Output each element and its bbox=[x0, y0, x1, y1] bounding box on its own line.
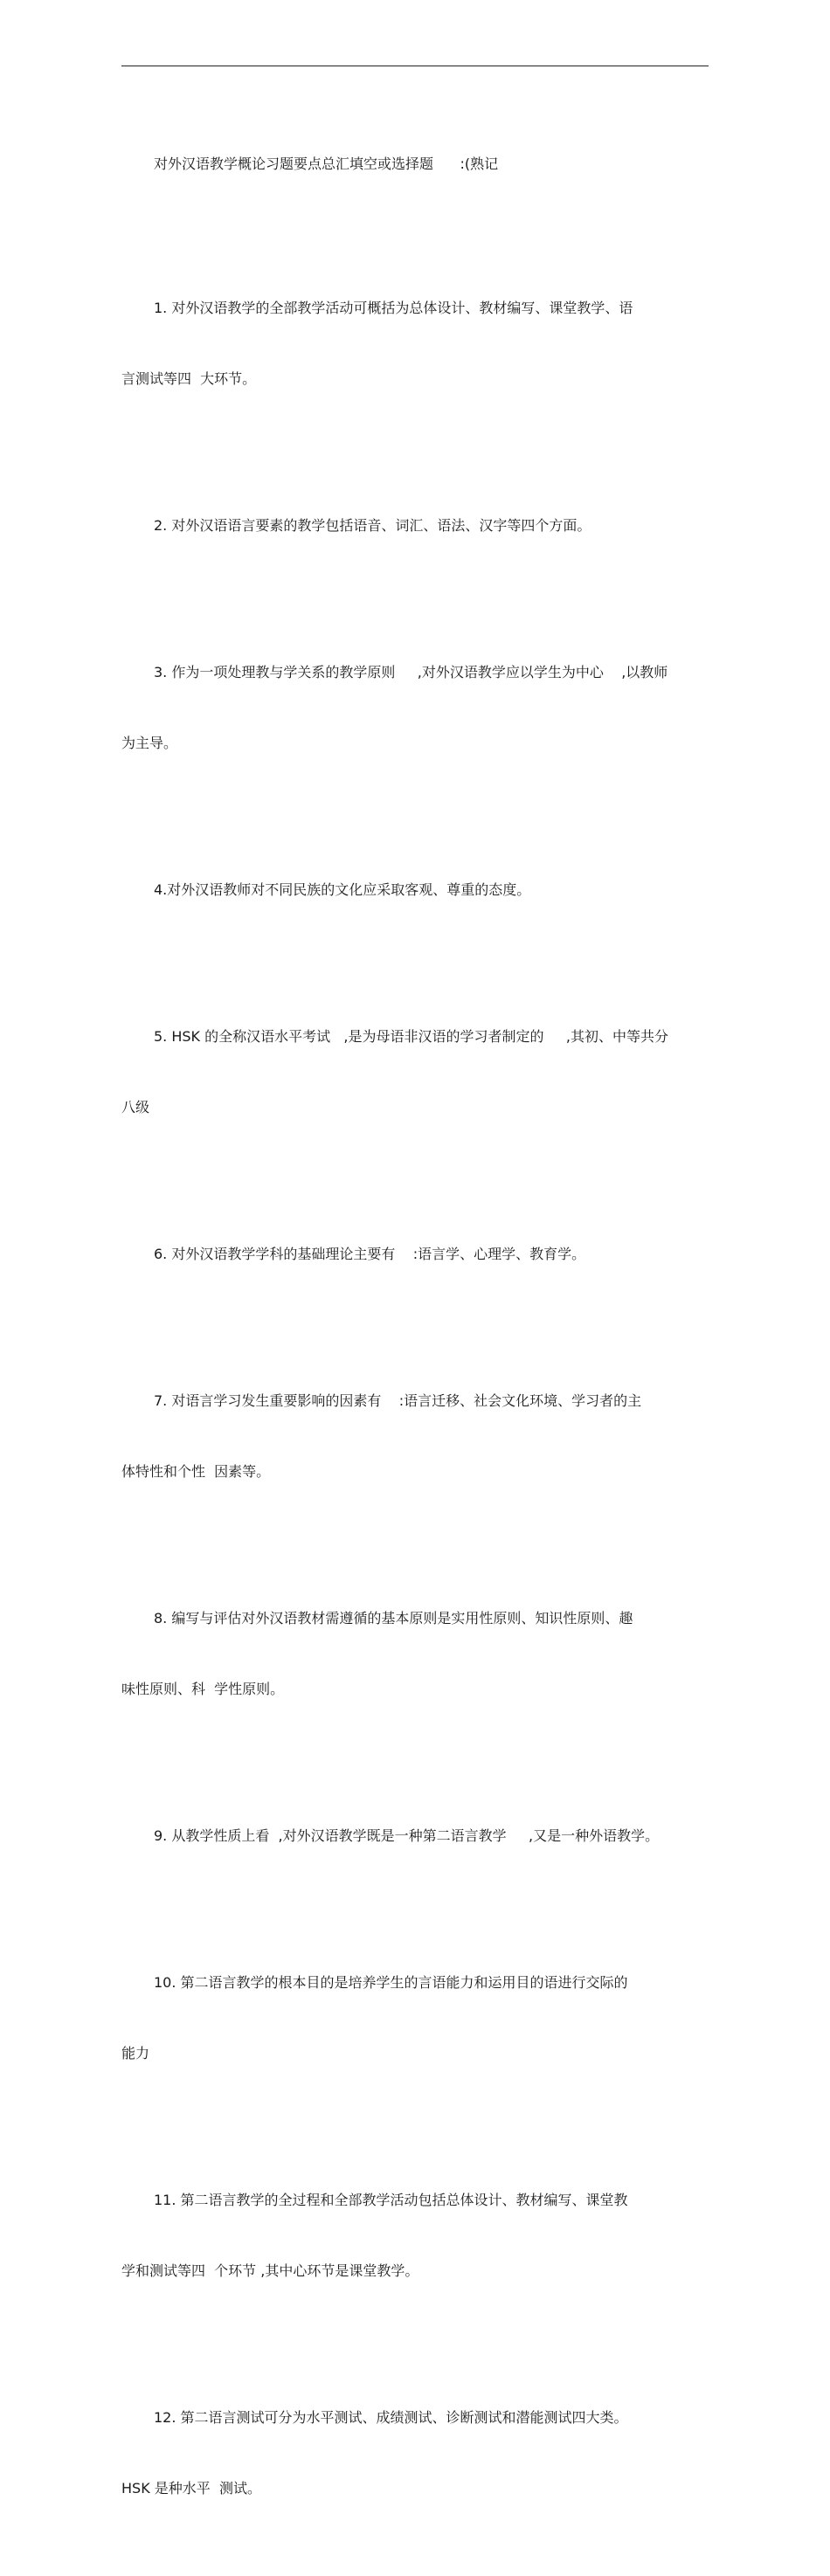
item-line: HSK 是种水平 测试。 bbox=[121, 2480, 261, 2497]
item-line: 学和测试等四 个环节 ,其中心环节是课堂教学。 bbox=[121, 2262, 419, 2279]
item-line: 味性原则、科 学性原则。 bbox=[121, 1681, 285, 1697]
item-line: 体特性和个性 因素等。 bbox=[121, 1463, 271, 1480]
document-body bbox=[121, 105, 709, 2576]
list-item bbox=[121, 2358, 709, 2547]
item-line: 8. 编写与评估对外汉语教材需遵循的基本原则是实用性原则、知识性原则、趣 bbox=[154, 1610, 633, 1626]
item-line: 为主导。 bbox=[121, 735, 178, 751]
list-item bbox=[121, 1559, 709, 1748]
document-title bbox=[121, 105, 709, 223]
item-line: 八级 bbox=[121, 1099, 150, 1115]
item-line: 7. 对语言学习发生重要影响的因素有 :语言迁移、社会文化环境、学习者的主 bbox=[154, 1392, 642, 1409]
item-line: 2. 对外汉语语言要素的教学包括语音、词汇、语法、汉字等四个方面。 bbox=[154, 517, 591, 534]
list-item bbox=[121, 831, 709, 949]
list-item bbox=[121, 1342, 709, 1530]
title-text: 对外汉语教学概论习题要点总汇填空或选择题 :(熟记 bbox=[154, 155, 499, 172]
list-item bbox=[121, 1195, 709, 1313]
item-line: 4.对外汉语教师对不同民族的文化应采取客观、尊重的态度。 bbox=[154, 881, 531, 898]
item-line: 言测试等四 大环节。 bbox=[121, 370, 257, 387]
list-item bbox=[121, 2141, 709, 2330]
item-line: 6. 对外汉语教学学科的基础理论主要有 :语言学、心理学、教育学。 bbox=[154, 1246, 586, 1262]
list-item bbox=[121, 1923, 709, 2112]
item-line: 9. 从教学性质上看 ,对外汉语教学既是一种第二语言教学 ,又是一种外语教学。 bbox=[154, 1827, 660, 1844]
list-item bbox=[121, 466, 709, 584]
item-line: 能力 bbox=[121, 2045, 150, 2061]
item-line: 5. HSK 的全称汉语水平考试 ,是为母语非汉语的学习者制定的 ,其初、中等共分 bbox=[154, 1028, 668, 1045]
list-item bbox=[121, 613, 709, 802]
item-line: 3. 作为一项处理教与学关系的教学原则 ,对外汉语教学应以学生为中心 ,以教师 bbox=[154, 664, 668, 680]
item-line: 1. 对外汉语教学的全部教学活动可概括为总体设计、教材编写、课堂教学、语 bbox=[154, 300, 633, 316]
list-item bbox=[121, 977, 709, 1166]
list-item bbox=[121, 1777, 709, 1895]
list-item bbox=[121, 249, 709, 438]
item-line: 10. 第二语言教学的根本目的是培养学生的言语能力和运用目的语进行交际的 bbox=[154, 1974, 628, 1991]
item-line: 12. 第二语言测试可分为水平测试、成绩测试、诊断测试和潜能测试四大类。 bbox=[154, 2409, 628, 2426]
item-line: 11. 第二语言教学的全过程和全部教学活动包括总体设计、教材编写、课堂教 bbox=[154, 2192, 628, 2208]
